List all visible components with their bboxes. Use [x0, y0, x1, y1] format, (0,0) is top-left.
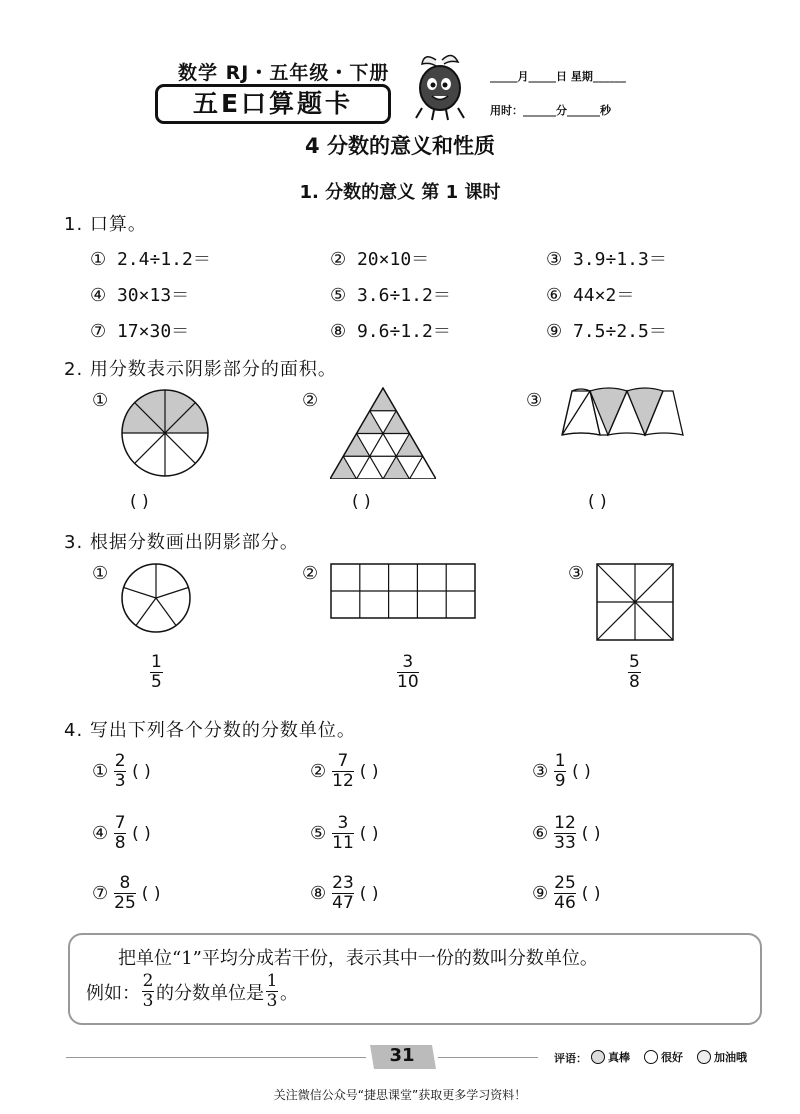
- definition-example: 例如： $\frac{2}{3}$ 的分数单位是 $\frac{1}{3}$ 。: [86, 971, 298, 1012]
- q4-item: ⑨ $\frac{25}{46}$ ( ): [532, 873, 601, 914]
- shaded-triangle-grid: [330, 387, 436, 479]
- unit-title: 4 分数的意义和性质: [305, 134, 495, 158]
- q2-answer-blank[interactable]: ( ): [352, 492, 371, 512]
- evaluation-option[interactable]: 加油哦: [697, 1049, 747, 1065]
- footer-divider-right: [438, 1057, 538, 1058]
- title-badge: 五E口算题卡: [155, 84, 391, 124]
- square-eighths-blank[interactable]: [596, 563, 674, 641]
- circle-fifths-blank[interactable]: [120, 562, 192, 634]
- q4-item: ② $\frac{7}{12}$ ( ): [310, 751, 379, 792]
- worried-face-icon: [697, 1050, 711, 1064]
- shaded-sector-strip: [555, 387, 690, 439]
- grin-face-icon: [591, 1050, 605, 1064]
- q4-answer-blank[interactable]: ( ): [141, 883, 161, 904]
- q2-marker: ③: [526, 390, 543, 411]
- q4-item: ⑦ $\frac{8}{25}$ ( ): [92, 873, 161, 914]
- shaded-circle-eighths: [120, 388, 210, 478]
- q2-answer-blank[interactable]: ( ): [588, 492, 607, 512]
- q2-title: 2. 用分数表示阴影部分的面积。: [64, 359, 337, 380]
- q1-item: ⑨ 7.5÷2.5＝: [546, 321, 667, 342]
- q4-answer-blank[interactable]: ( ): [581, 823, 601, 844]
- evaluation-option[interactable]: 很好: [644, 1049, 683, 1065]
- q3-title: 3. 根据分数画出阴影部分。: [64, 532, 299, 553]
- q1-item: ① 2.4÷1.2＝: [90, 249, 211, 270]
- page-number: 31: [389, 1045, 415, 1066]
- q3-fraction: 3 10: [397, 652, 419, 693]
- smile-face-icon: [644, 1050, 658, 1064]
- evaluation-label: 评语：: [554, 1052, 587, 1065]
- q4-answer-blank[interactable]: ( ): [359, 761, 379, 782]
- definition-text: 把单位“1”平均分成若干份，表示其中一份的数叫分数单位。: [118, 948, 598, 969]
- footer-promo: 关注微信公众号“捷思课堂”获取更多学习资料！: [273, 1088, 527, 1102]
- q1-item: ④ 30×13＝: [90, 285, 190, 306]
- rectangle-tenths-blank[interactable]: [330, 563, 476, 619]
- mascot-logo: [408, 50, 472, 122]
- q4-answer-blank[interactable]: ( ): [132, 761, 151, 782]
- q1-item: ② 20×10＝: [330, 249, 430, 270]
- time-line: 用时：______分______秒: [490, 104, 611, 117]
- q1-title: 1. 口算。: [64, 214, 147, 235]
- q4-item: ① $\frac{2}{3}$ ( ): [92, 751, 151, 792]
- date-line: _____月_____日 星期______: [490, 70, 626, 83]
- q3-fraction: 1 5: [151, 652, 162, 693]
- q4-item: ⑧ $\frac{23}{47}$ ( ): [310, 873, 379, 914]
- q1-item: ⑤ 3.6÷1.2＝: [330, 285, 451, 306]
- q2-marker: ②: [302, 390, 319, 411]
- q4-answer-blank[interactable]: ( ): [572, 761, 591, 782]
- q4-answer-blank[interactable]: ( ): [359, 883, 379, 904]
- q3-marker: ①: [92, 563, 109, 584]
- q4-answer-blank[interactable]: ( ): [132, 823, 151, 844]
- lesson-title: 1. 分数的意义 第 1 课时: [299, 182, 501, 203]
- evaluation-option[interactable]: 真棒: [591, 1049, 630, 1065]
- q1-item: ⑧ 9.6÷1.2＝: [330, 321, 451, 342]
- q3-marker: ③: [568, 563, 585, 584]
- q1-item: ③ 3.9÷1.3＝: [546, 249, 667, 270]
- q4-answer-blank[interactable]: ( ): [581, 883, 601, 904]
- q2-marker: ①: [92, 390, 109, 411]
- q3-marker: ②: [302, 563, 319, 584]
- subject-line: 数学 RJ・五年级・下册: [178, 62, 390, 84]
- footer-divider-left: [66, 1057, 366, 1058]
- q3-fraction: 5 8: [629, 652, 640, 693]
- q1-item: ⑦ 17×30＝: [90, 321, 190, 342]
- q4-title: 4. 写出下列各个分数的分数单位。: [64, 720, 356, 741]
- q4-item: ⑥ $\frac{12}{33}$ ( ): [532, 813, 601, 854]
- q4-answer-blank[interactable]: ( ): [359, 823, 379, 844]
- q4-item: ⑤ $\frac{3}{11}$ ( ): [310, 813, 379, 854]
- q4-item: ③ $\frac{1}{9}$ ( ): [532, 751, 591, 792]
- q4-item: ④ $\frac{7}{8}$ ( ): [92, 813, 151, 854]
- q1-item: ⑥ 44×2＝: [546, 285, 635, 306]
- q2-answer-blank[interactable]: ( ): [130, 492, 149, 512]
